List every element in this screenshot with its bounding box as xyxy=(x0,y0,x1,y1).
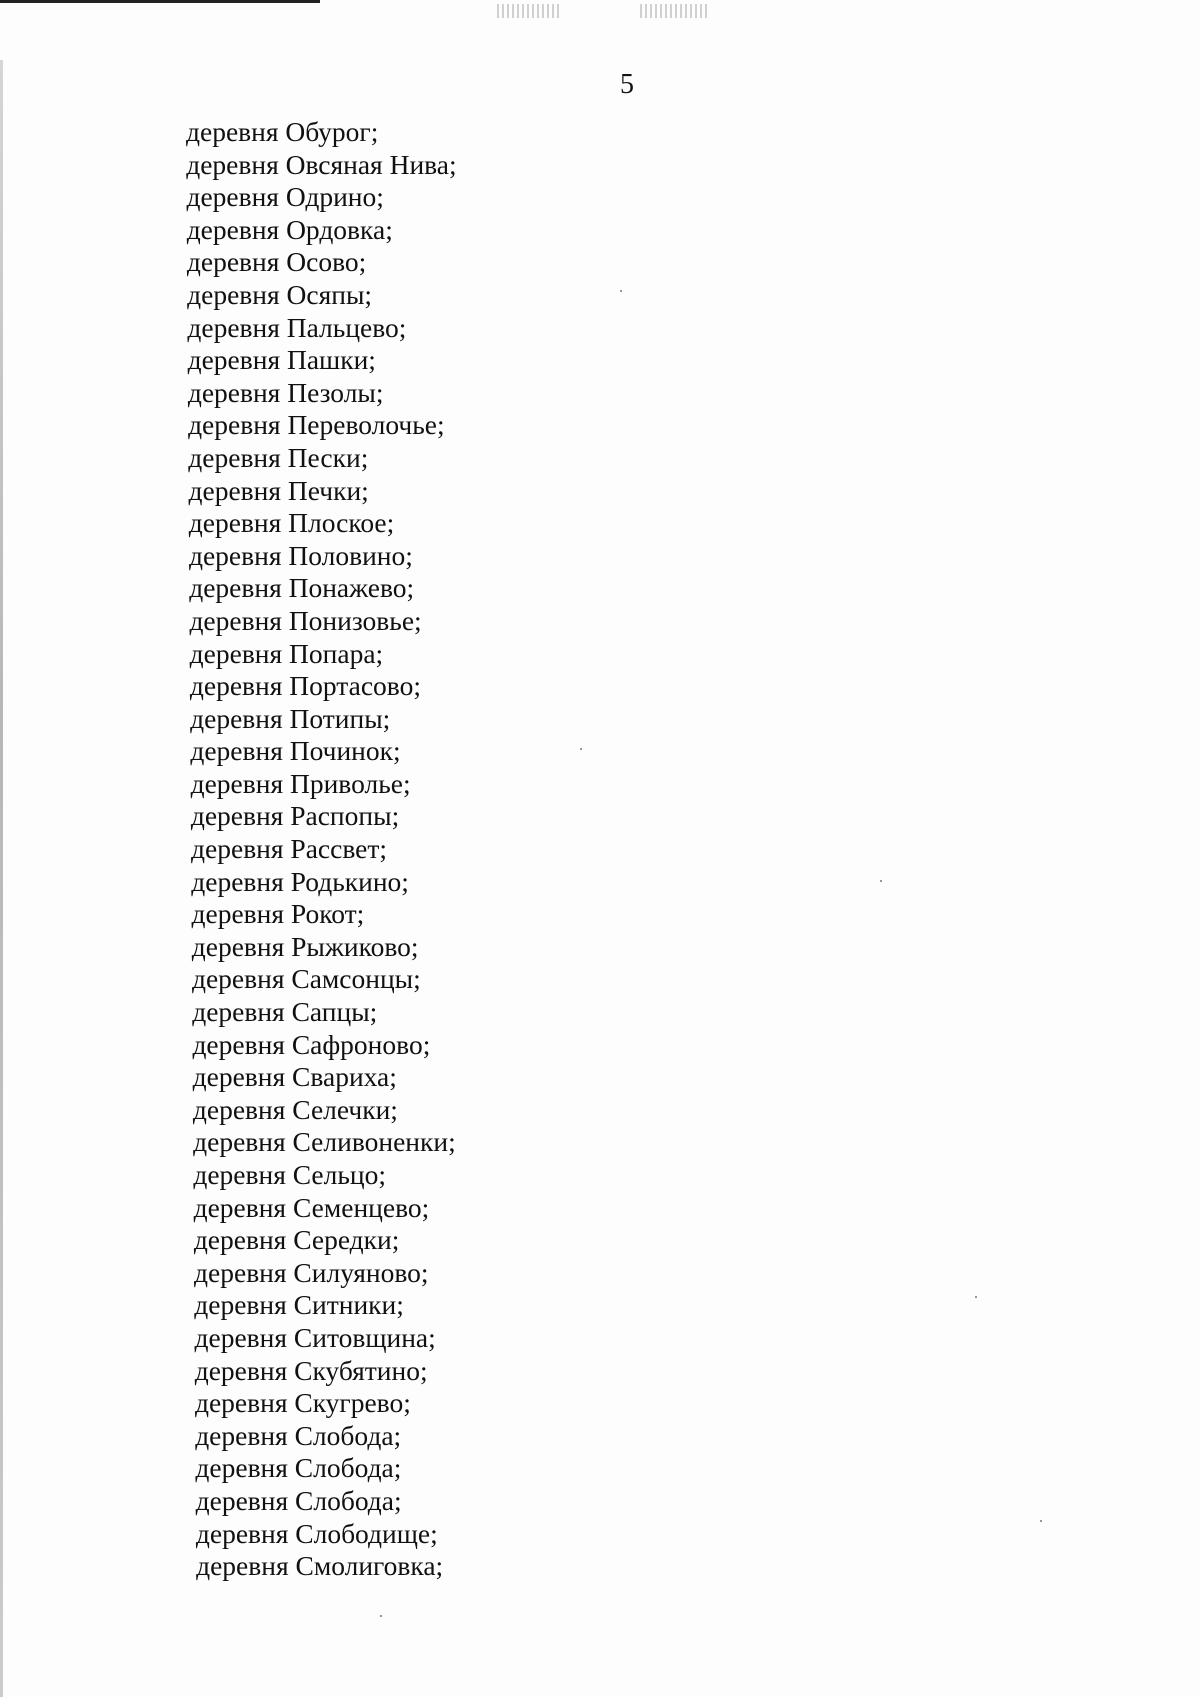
list-item: деревня Рассвет; xyxy=(191,833,388,865)
scan-dot xyxy=(380,1615,382,1617)
list-item: деревня Портасово; xyxy=(189,670,421,702)
list-item: деревня Селивоненки; xyxy=(193,1126,456,1158)
list-item: деревня Рыжиково; xyxy=(191,930,419,962)
list-item: деревня Потипы; xyxy=(190,702,391,734)
list-item: деревня Пальцево; xyxy=(187,311,407,343)
list-item: деревня Рокот; xyxy=(191,898,365,930)
scan-dot xyxy=(580,748,582,750)
scan-dot xyxy=(975,1296,977,1298)
scan-dot xyxy=(1040,1520,1042,1522)
list-item: деревня Скугрево; xyxy=(194,1387,411,1419)
list-item: деревня Ордовка; xyxy=(186,213,393,245)
list-item: деревня Осяпы; xyxy=(187,278,373,310)
list-item: деревня Печки; xyxy=(188,474,369,506)
list-item: деревня Переволочье; xyxy=(188,409,445,441)
list-item: деревня Сапцы; xyxy=(192,996,378,1028)
list-item: деревня Слобода; xyxy=(195,1452,402,1484)
list-item: деревня Сафроново; xyxy=(192,1028,431,1060)
list-item: деревня Одрино; xyxy=(186,181,384,213)
list-item: деревня Смолиговка; xyxy=(196,1550,444,1582)
list-item: деревня Осово; xyxy=(186,246,367,278)
list-item: деревня Обурог; xyxy=(186,116,379,147)
list-item: деревня Семенцево; xyxy=(193,1191,430,1223)
list-item: деревня Ситники; xyxy=(194,1289,404,1321)
list-item: деревня Середки; xyxy=(193,1224,400,1256)
list-item: деревня Пески; xyxy=(188,441,369,473)
list-item: деревня Плоское; xyxy=(188,507,395,539)
list-item: деревня Попара; xyxy=(189,637,384,669)
scan-border-line xyxy=(0,0,320,3)
list-item: деревня Пашки; xyxy=(187,344,376,376)
list-item: деревня Слобода; xyxy=(195,1484,402,1516)
list-item: деревня Скубятино; xyxy=(194,1354,428,1386)
list-item: деревня Овсяная Нива; xyxy=(186,148,457,180)
scan-dot xyxy=(880,880,882,882)
list-item: деревня Пезолы; xyxy=(187,376,384,408)
settlement-list xyxy=(186,116,457,1583)
scan-speckle xyxy=(497,4,559,18)
list-item: деревня Понажево; xyxy=(189,572,415,604)
list-item: деревня Приволье; xyxy=(190,767,411,799)
list-item: деревня Родькино; xyxy=(191,865,409,897)
scan-left-edge xyxy=(0,60,3,1697)
list-item: деревня Свариха; xyxy=(192,1061,397,1093)
list-item: деревня Ситовщина; xyxy=(194,1321,436,1353)
list-item: деревня Понизовье; xyxy=(189,604,422,636)
list-item: деревня Починок; xyxy=(190,735,401,767)
list-item: деревня Самсонцы; xyxy=(191,963,421,995)
list-item: деревня Половино; xyxy=(188,539,413,571)
list-item: деревня Сельцо; xyxy=(193,1159,386,1190)
list-item: деревня Селечки; xyxy=(192,1093,398,1125)
list-item: деревня Силуяново; xyxy=(194,1256,429,1288)
scan-speckle xyxy=(640,4,708,18)
page-number: 5 xyxy=(620,69,634,100)
list-item: деревня Слободище; xyxy=(195,1517,438,1549)
scan-dot xyxy=(620,290,622,292)
list-item: деревня Распопы; xyxy=(190,800,400,832)
list-item: деревня Слобода; xyxy=(195,1419,402,1451)
